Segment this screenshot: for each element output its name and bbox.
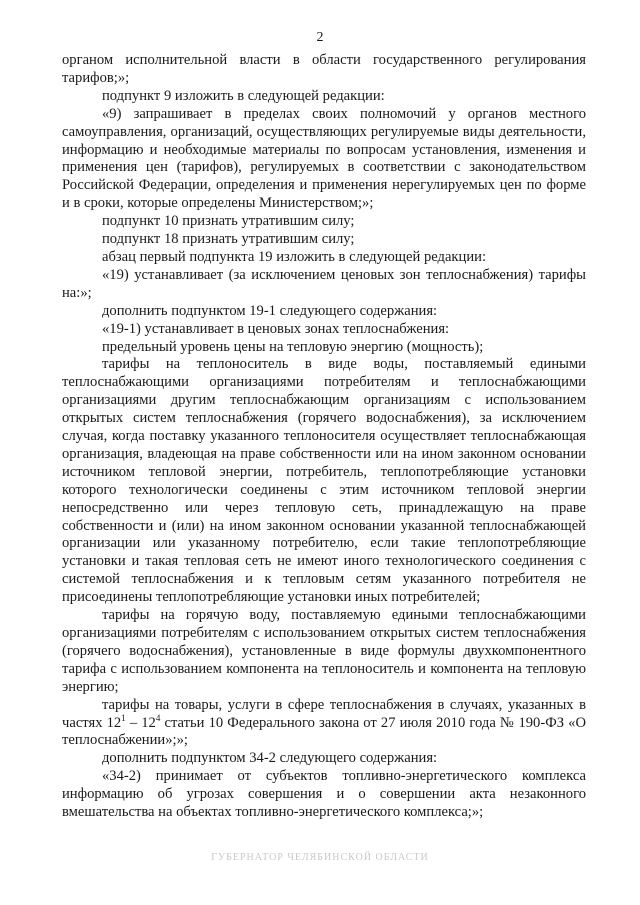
tariffs-dash: – 12: [125, 714, 156, 731]
paragraph-subpoint-9-text: «9) запрашивает в пределах своих полномочий у органов местного самоуправления, организаций, осуществляющих регулируемые виды деятельности, информацию и необходимые материалы по вопросам установления, изменения и применения цен (тарифов), регулируемых в соответствии с законодательством Российской Федерации, определения и применения нерегулируемых цен по форме и в сроки, которые определены Министерством;»;: [62, 105, 586, 212]
page-number: 2: [316, 30, 324, 45]
paragraph-hot-water-tariffs: тарифы на горячую воду, поставляемую едиными теплоснабжающими организациями потребителям с использованием открытых систем теплоснабжения (горячего водоснабжения), установленные в виде формулы двухкомпонентного тарифа с использованием компонента на теплоноситель и компонента на тепловую энергию;: [62, 607, 586, 695]
tariffs-text-start: тарифы на товары, услуги в сфере теплоснабжения в случаях, указанных в частях 12: [62, 696, 586, 731]
paragraph-coolant-tariffs: тарифы на теплоноситель в виде воды, поставляемый едиными теплоснабжающими организациями потребителям и теплоснабжающими организациями другим теплоснабжающим организациям с использованием открытых систем теплоснабжения (горячего водоснабжения), за исключением случая, когда поставку указанного теплоносителя осуществляет теплоснабжающая организация, владеющая на праве собственности или на ином законном основании источником тепловой энергии, потребитель, теплопотребляющие установки которого технологически соединены с этим источником тепловой энергии непосредственно или через тепловую сеть, принадлежащую на праве собственности и (или) на ином законном основании указанной теплоснабжающей организации или указанному потребителю, если такие теплопотребляющие установки и такая тепловая сеть не имеют иного технологического соединения с системой теплоснабжения и к тепловым сетям указанного потребителя не присоединены теплопотребляющие установки иных потребителей;: [62, 356, 586, 606]
paragraph-subpoint-34-2-instruction: дополнить подпунктом 34-2 следующего содержания:: [102, 750, 438, 767]
paragraph-subpoint-19-instruction: абзац первый подпункта 19 изложить в следующей редакции:: [102, 248, 486, 265]
paragraph-subpoint-19-1-instruction: дополнить подпунктом 19-1 следующего содержания:: [102, 302, 438, 319]
paragraph-subpoint-19-1-text: «19-1) устанавливает в ценовых зонах теплоснабжения:: [102, 320, 450, 337]
paragraph-subpoint-18: подпункт 18 признать утратившим силу;: [102, 231, 355, 248]
governor-stamp: ГУБЕРНАТОР ЧЕЛЯБИНСКОЙ ОБЛАСТИ: [211, 852, 429, 863]
paragraph-subpoint-19-text: «19) устанавливает (за исключением ценовых зон теплоснабжения) тарифы на:»;: [62, 266, 586, 301]
document-body: [62, 52, 586, 822]
paragraph-continuation: органом исполнительной власти в области государственного регулирования тарифов;»;: [62, 52, 586, 86]
superscript-1: 1: [121, 712, 126, 723]
tariffs-text-end: статьи 10 Федерального закона от 27 июля 2010 года № 190-ФЗ «О теплоснабжении»;»;: [62, 714, 586, 749]
paragraph-goods-services-tariffs: [62, 697, 586, 751]
superscript-4: 4: [155, 712, 161, 723]
paragraph-price-limit: предельный уровень цены на тепловую энергию (мощность);: [102, 338, 484, 355]
paragraph-subpoint-34-2-text: «34-2) принимает от субъектов топливно-энергетического комплекса информацию об угрозах совершения и о совершении акта незаконного вмешательства на объектах топливно-энергетического комплекса;»;: [62, 768, 586, 821]
paragraph-subpoint-9-instruction: подпункт 9 изложить в следующей редакции:: [102, 87, 385, 104]
paragraph-subpoint-10: подпункт 10 признать утратившим силу;: [102, 213, 355, 230]
